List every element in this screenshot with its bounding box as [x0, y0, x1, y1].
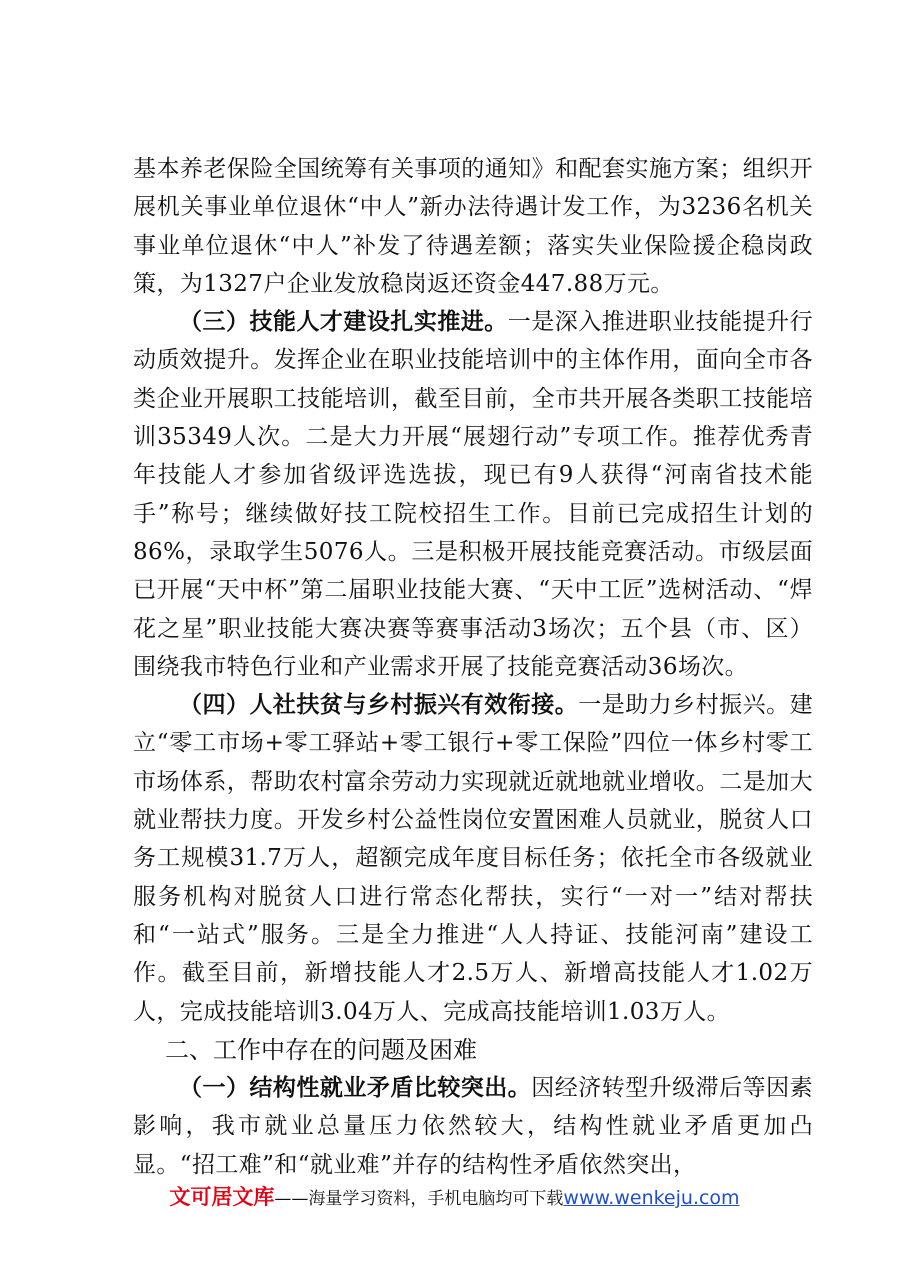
paragraph-poverty-rural: [133, 686, 813, 1031]
footer-website-link[interactable]: www.wenkeju.com: [563, 1187, 740, 1209]
paragraph-text: 因经济转型升级滞后等因素影响，我市就业总量压力依然较大，结构性就业矛盾更加凸显。“招工难”和“就业难”并存的结构性矛盾依然突出，: [133, 1075, 813, 1178]
paragraph-text: 一是深入推进职业技能提升行动质效提升。发挥企业在职业技能培训中的主体作用，面向全市各类企业开展职工技能培训，截至目前，全市共开展各类职工技能培训35349人次。二是大力开展“展翅行动”专项工作。推荐优秀青年技能人才参加省级评选选拔，现已有9人获得“河南省技术能手”称号；继续做好技工院校招生工作。目前已完成招生计划的86%，录取学生5076人。三是积极开展技能竞赛活动。市级层面已开展“天中杯”第二届职业技能大赛、“天中工匠”选树活动、“焊花之星”职业技能大赛决赛等赛事活动3场次；五个县（市、区）围绕我市特色行业和产业需求开展了技能竞赛活动36场次。: [133, 309, 813, 680]
paragraph-lead: （三）技能人才建设扎实推进。: [179, 308, 508, 336]
paragraph-lead: （一）结构性就业矛盾比较突出。: [179, 1074, 532, 1102]
footer-brand: 文可居文库: [169, 1185, 275, 1209]
footer-banner: [0, 1181, 909, 1211]
paragraph-structural-employment: [133, 1069, 813, 1184]
footer-tagline: ——海量学习资料，手机电脑均可下载: [274, 1189, 564, 1209]
section-heading-problems: 二、工作中存在的问题及困难: [165, 1035, 477, 1064]
paragraph-text: 基本养老保险全国统筹有关事项的通知》和配套实施方案；组织开展机关事业单位退休“中人”新办法待遇计发工作，为3236名机关事业单位退休“中人”补发了待遇差额；落实失业保险援企稳岗政策，为1327户企业发放稳岗返还资金447.88万元。: [133, 156, 813, 297]
paragraph-lead: （四）人社扶贫与乡村振兴有效衔接。: [179, 691, 579, 719]
paragraph-skills-talent: [133, 303, 813, 686]
paragraph-text: 一是助力乡村振兴。建立“零工市场+零工驿站+零工银行+零工保险”四位一体乡村零工市场体系，帮助农村富余劳动力实现就近就地就业增收。二是加大就业帮扶力度。开发乡村公益性岗位安置困难人员就业，脱贫人口务工规模31.7万人，超额完成年度目标任务；依托全市各级就业服务机构对脱贫人口进行常态化帮扶，实行“一对一”结对帮扶和“一站式”服务。三是全力推进“人人持证、技能河南”建设工作。截至目前，新增技能人才2.5万人、新增高技能人才1.02万人，完成技能培训3.04万人、完成高技能培训1.03万人。: [133, 692, 813, 1025]
paragraph-pension-continuation: [133, 150, 813, 303]
document-body: [133, 150, 813, 1184]
